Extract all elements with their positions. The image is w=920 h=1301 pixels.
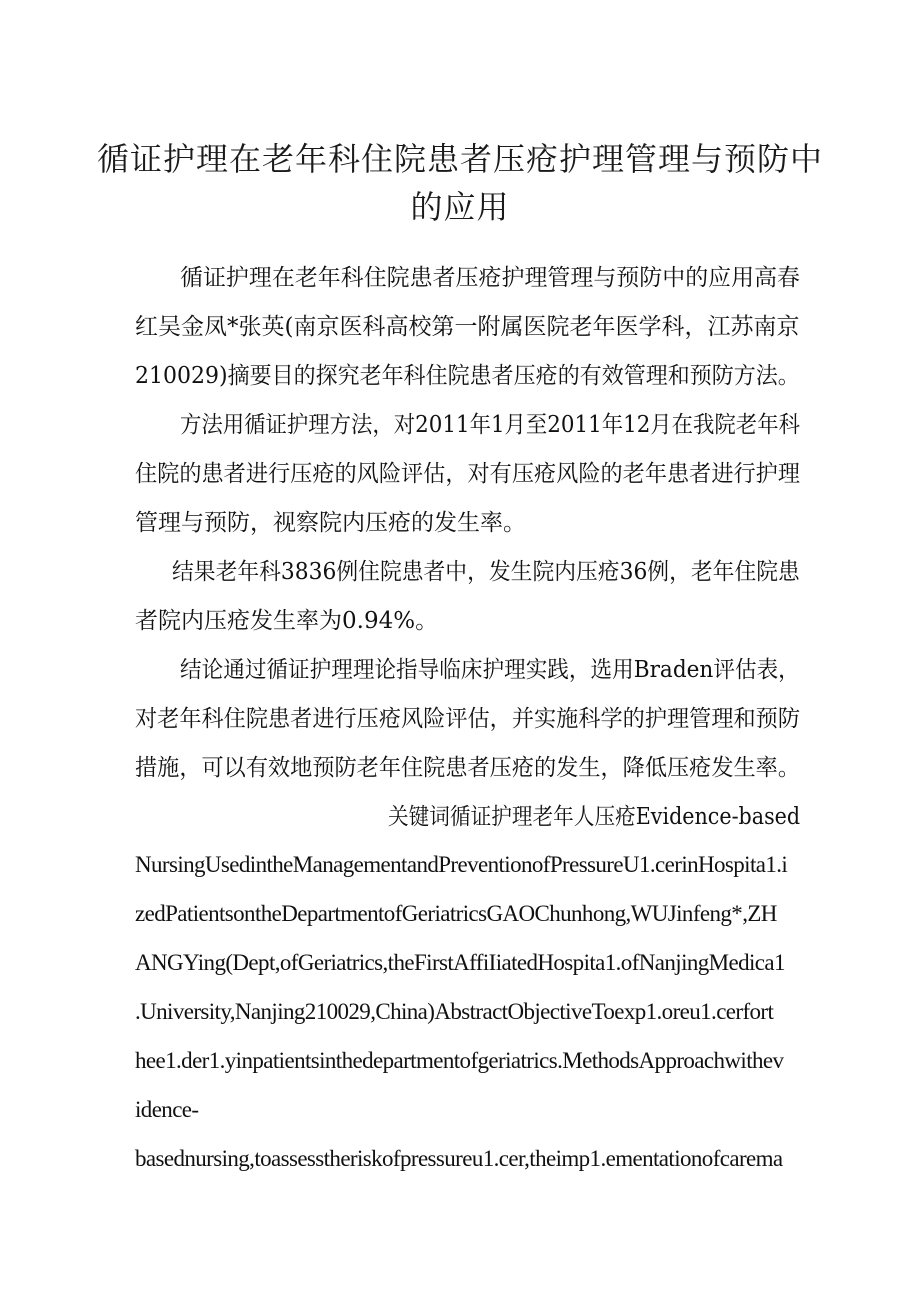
paragraph-4-line-3: 措施，可以有效地预防老年住院患者压疮的发生，降低压疮发生率。 <box>135 755 801 781</box>
paragraph-2-line-3: 管理与预防，视察院内压疮的发生率。 <box>135 510 526 536</box>
paragraph-2-line-1: 方法用循证护理方法，对2011年1月至2011年12月在我院老年科 <box>180 412 800 438</box>
abstract-line-6: idence- <box>135 1097 199 1122</box>
paragraph-3-line-1: 结果老年科3836例住院患者中，发生院内压疮36例，老年住院患 <box>172 559 800 585</box>
paragraph-3-line-2: 者院内压疮发生率为0.94%。 <box>135 608 439 634</box>
page-title-line-2: 的应用 <box>410 188 510 226</box>
abstract-line-4: .University,Nanjing210029,China)AbstractObjectiveToexp1.oreu1.cerfort <box>135 999 774 1024</box>
paragraph-2-line-2: 住院的患者进行压疮的风险评估，对有压疮风险的老年患者进行护理 <box>135 461 801 487</box>
abstract-line-2: zedPatientsontheDepartmentofGeriatricsGAOChunhong,WUJinfeng*,ZH <box>135 901 777 926</box>
abstract-line-7: basednursing,toassesstheriskofpressureu1.cer,theimp1.ementationofcarema <box>135 1146 783 1171</box>
abstract-line-5: hee1.der1.yinpatientsinthedepartmentofgeriatrics.MethodsApproachwithev <box>135 1048 784 1073</box>
page-title-line-1: 循证护理在老年科住院患者压疮护理管理与预防中 <box>96 140 823 178</box>
paragraph-1-line-3: 210029)摘要目的探究老年科住院患者压疮的有效管理和预防方法。 <box>135 363 800 389</box>
keywords-line: 关键词循证护理老年人压疮Evidence-based <box>388 804 801 830</box>
abstract-line-1: NursingUsedintheManagementandPreventionofPressureU1.cerinHospita1.i <box>135 852 788 877</box>
paragraph-4-line-1: 结论通过循证护理理论指导临床护理实践，选用Braden评估表， <box>180 657 800 683</box>
abstract-line-3: ANGYing(Dept,ofGeriatrics,theFirstAffiIiatedHospita1.ofNanjingMedica1 <box>135 950 785 975</box>
paragraph-4-line-2: 对老年科住院患者进行压疮风险评估，并实施科学的护理管理和预防 <box>135 706 801 732</box>
paragraph-1-line-1: 循证护理在老年科住院患者压疮护理管理与预防中的应用高春 <box>180 265 801 291</box>
paragraph-1-line-2: 红吴金凤*张英(南京医科高校第一附属医院老年医学科，江苏南京 <box>135 314 800 340</box>
